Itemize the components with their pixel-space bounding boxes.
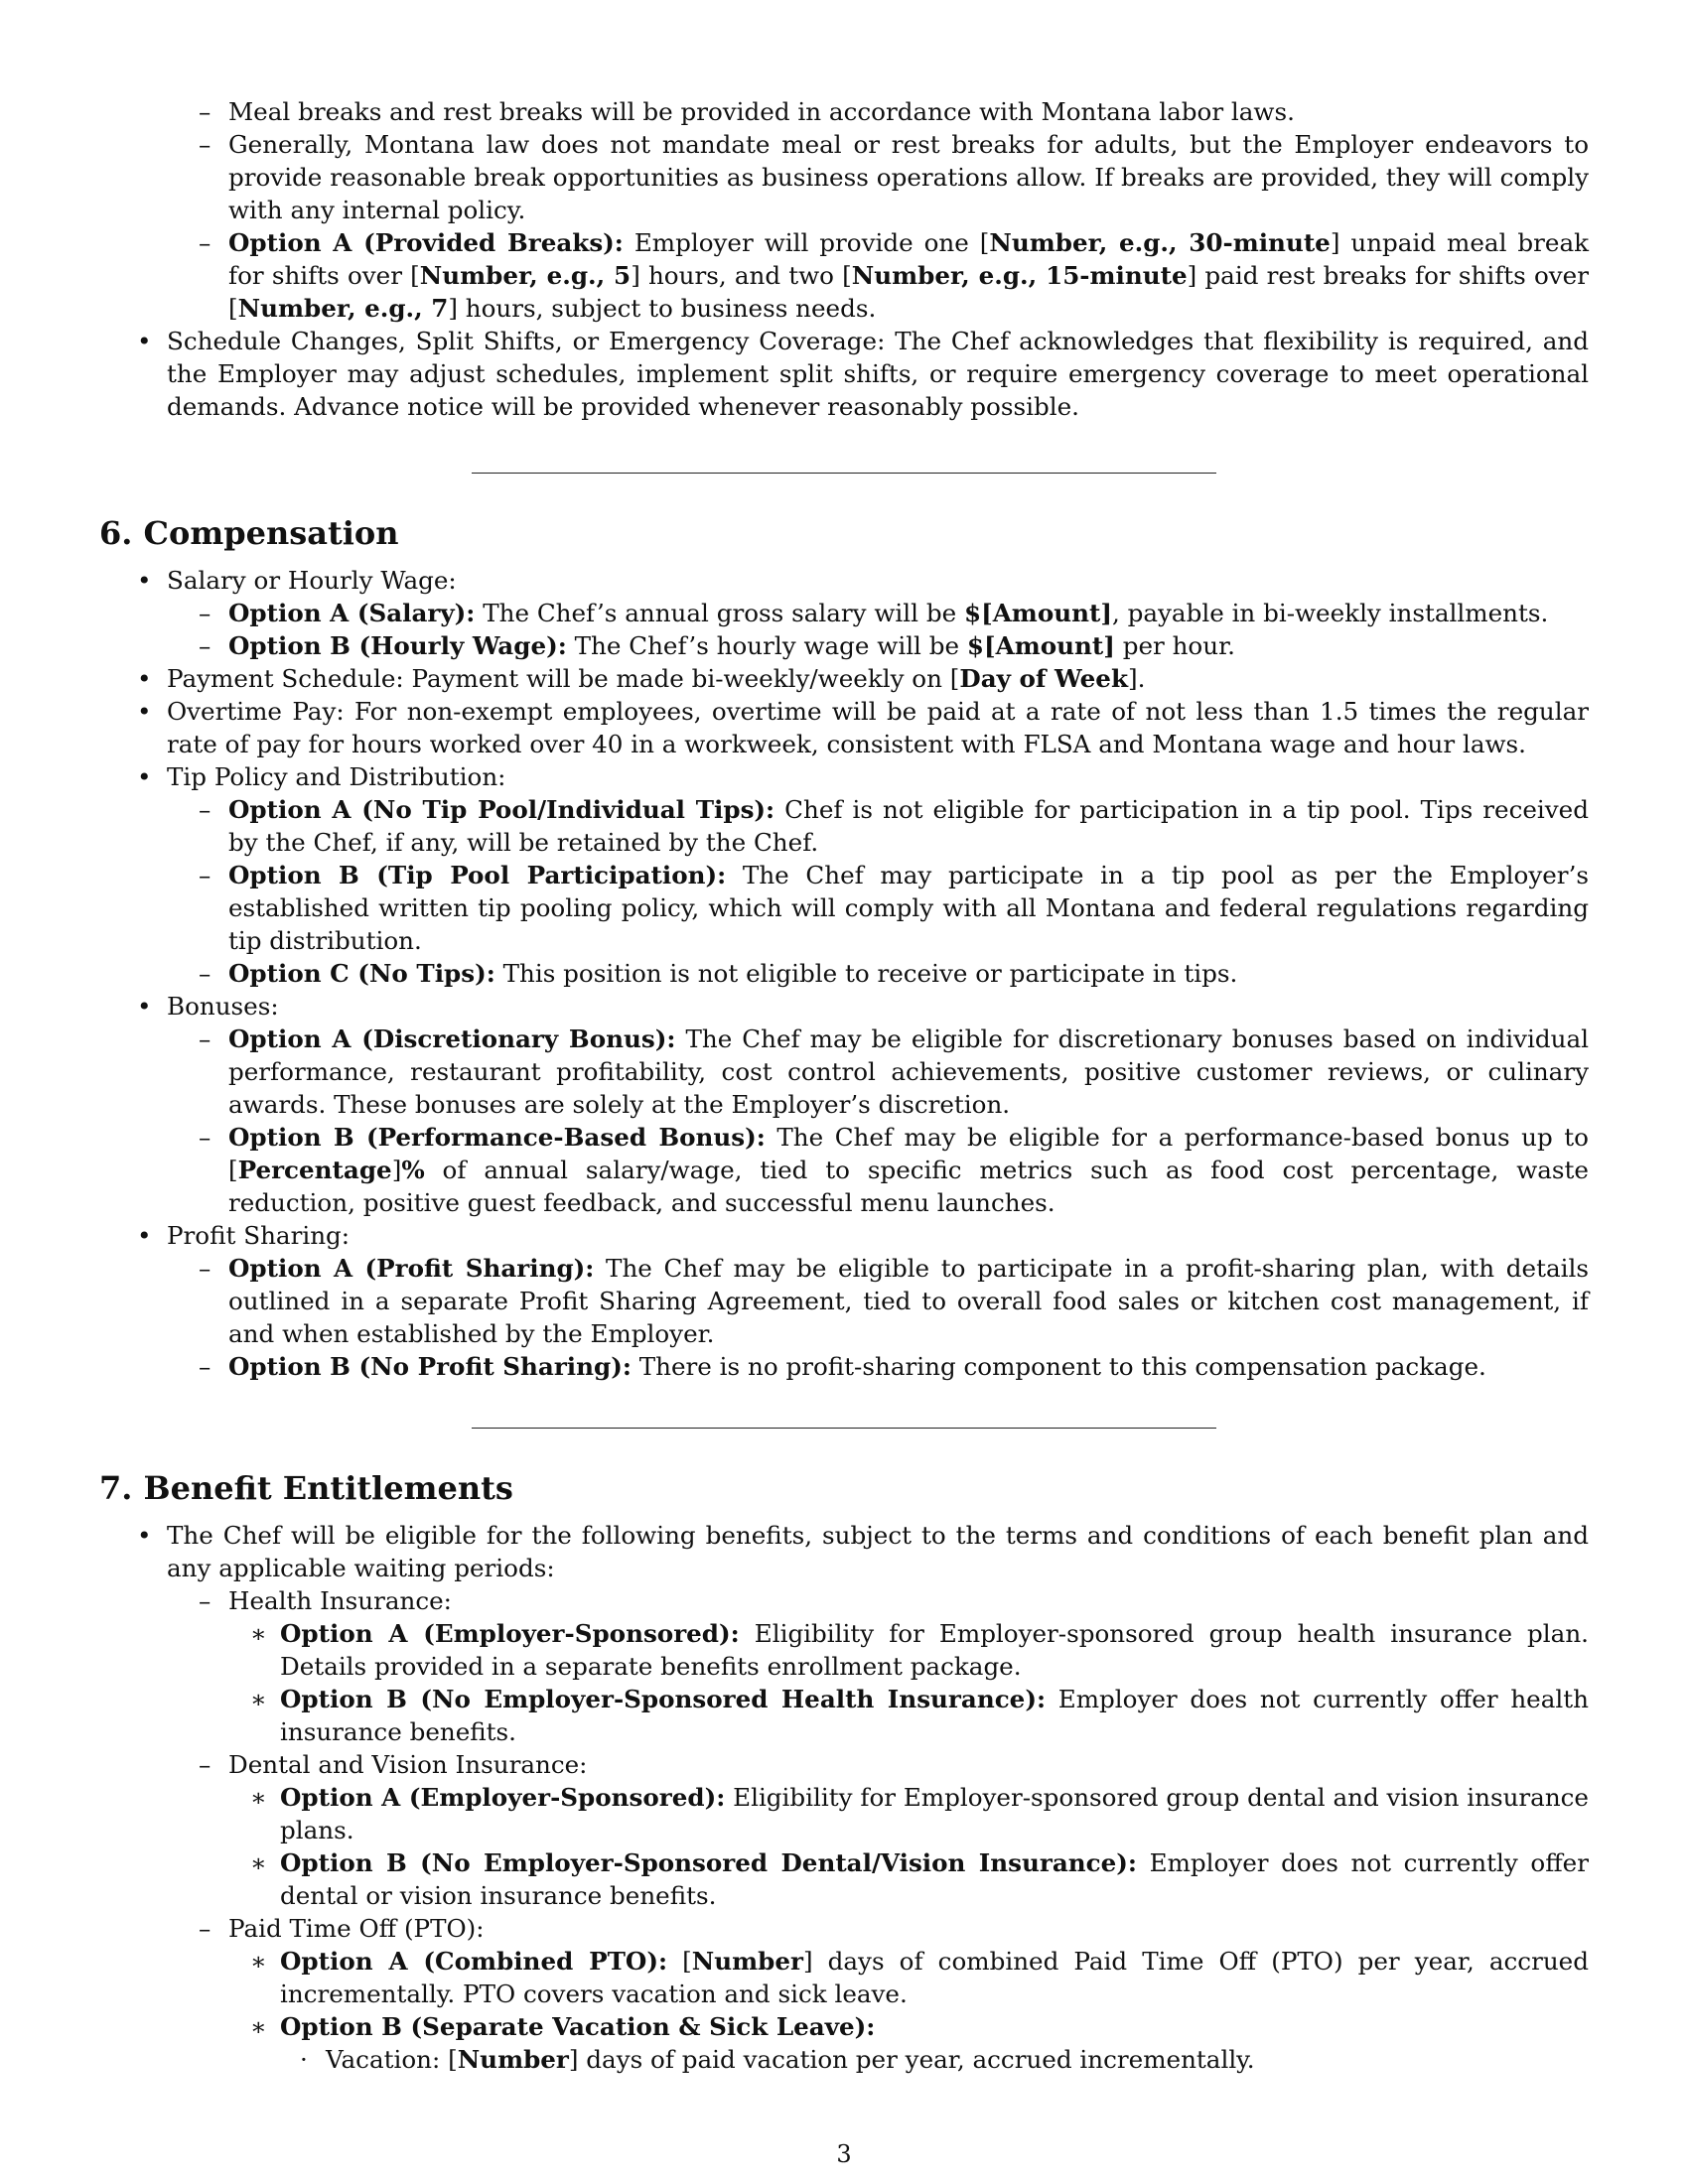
payment-schedule-item: • Payment Schedule: Payment will be made bi-weekly/weekly on [Day of Week]. <box>137 664 1146 693</box>
option-profit-sharing: – Option B (No Profit Sharing): There is no profit-sharing component to this compensation package. <box>199 1352 1486 1381</box>
dash-marker: – <box>199 599 211 627</box>
section-divider <box>472 1428 1216 1429</box>
vacation-item: · Vacation: [Number] days of paid vacation per year, accrued incrementally. <box>300 2045 1255 2074</box>
compensation-list <box>99 564 1589 1383</box>
list-item: • The Chef will be eligible for the following benefits, subject to the terms and conditions of each benefit plan and any applicable waiting periods: <box>137 1521 1589 1582</box>
dash-marker: – <box>199 631 211 660</box>
dash-marker: – <box>199 1254 211 1283</box>
option-tip: – Option A (No Tip Pool/Individual Tips): Chef is not eligible for participation in a tip pool. Tips received by the Chef, if any, will be retained by the Chef. <box>199 795 1589 857</box>
dash-marker: – <box>199 1586 211 1615</box>
dash-marker: – <box>199 1352 211 1381</box>
bullet-marker: • <box>137 566 152 595</box>
list-item: • Bonuses: <box>137 992 279 1021</box>
overtime-item: • Overtime Pay: For non-exempt employees, overtime will be paid at a rate of not less than 1.5 times the regular rate of pay for hours worked over 40 in a workweek, consistent with FLSA and Montana wage and hour laws. <box>137 697 1589 758</box>
dash-marker: – <box>199 97 211 126</box>
section-heading-compensation: 6. Compensation <box>99 514 399 552</box>
bullet-marker: • <box>137 762 152 791</box>
list-item: – Paid Time Off (PTO): <box>199 1914 485 1943</box>
option-provided-breaks: – Option A (Provided Breaks): Employer will provide one [Number, e.g., 30-minute] unpaid meal break for shifts over [Number, e.g., 5] hours, and two [Number, e.g., 15-minute] paid rest breaks for shifts over [Number, e.g., 7] hours, subject to business needs. <box>199 228 1590 323</box>
dash-marker: – <box>199 228 211 257</box>
bullet-marker: • <box>137 1521 152 1550</box>
page-number: 3 <box>836 2140 852 2168</box>
list-item: – Meal breaks and rest breaks will be provided in accordance with Montana labor laws. <box>199 97 1295 126</box>
dash-marker: – <box>199 130 211 159</box>
document-page <box>99 95 1589 2076</box>
option-tip: – Option B (Tip Pool Participation): The Chef may participate in a tip pool as per the Employer’s established written tip pooling policy, which will comply with all Montana and federal regulations regarding tip distribution. <box>199 861 1590 955</box>
option-salary: – Option A (Salary): The Chef’s annual gross salary will be $[Amount], payable in bi-weekly installments. <box>199 599 1549 627</box>
bullet-marker: • <box>137 1221 152 1250</box>
star-marker: ∗ <box>250 1848 267 1877</box>
option-hourly-wage: – Option B (Hourly Wage): The Chef’s hourly wage will be $[Amount] per hour. <box>199 631 1235 660</box>
list-item: • Tip Policy and Distribution: <box>137 762 506 791</box>
option-health: ∗ Option B (No Employer-Sponsored Health Insurance): Employer does not currently offer health insurance benefits. <box>250 1685 1589 1746</box>
option-discretionary-bonus: – Option A (Discretionary Bonus): The Chef may be eligible for discretionary bonuses based on individual performance, restaurant profitability, cost control achievements, positive customer reviews, or culinary awards. These bonuses are solely at the Employer’s discretion. <box>199 1024 1589 1119</box>
dot-marker: · <box>300 2045 308 2074</box>
star-marker: ∗ <box>250 1947 267 1976</box>
dash-marker: – <box>199 959 211 988</box>
section-heading-benefits: 7. Benefit Entitlements <box>99 1469 513 1507</box>
list-item: – Dental and Vision Insurance: <box>199 1750 588 1779</box>
star-marker: ∗ <box>250 1685 267 1713</box>
dash-marker: – <box>199 1750 211 1779</box>
benefits-list <box>99 1519 1589 2076</box>
dash-marker: – <box>199 861 211 889</box>
list-item: – Health Insurance: <box>199 1586 452 1615</box>
option-dental: ∗ Option A (Employer-Sponsored): Eligibility for Employer-sponsored group dental and vision insurance plans. <box>250 1783 1589 1844</box>
star-marker: ∗ <box>250 1783 267 1812</box>
option-dental: ∗ Option B (No Employer-Sponsored Dental/Vision Insurance): Employer does not currently offer dental or vision insurance benefits. <box>250 1848 1589 1910</box>
list-item: • Profit Sharing: <box>137 1221 351 1250</box>
star-marker: ∗ <box>250 2012 267 2041</box>
schedule-changes-item: • Schedule Changes, Split Shifts, or Emergency Coverage: The Chef acknowledges that flexibility is required, and the Employer may adjust schedules, implement split shifts, or require emergency coverage to meet operational demands. Advance notice will be provided whenever reasonably possible. <box>137 327 1589 421</box>
option-tip: – Option C (No Tips): This position is not eligible to receive or participate in tips. <box>199 959 1238 988</box>
list-item: • Salary or Hourly Wage: <box>137 566 457 595</box>
option-separate-leave: ∗ Option B (Separate Vacation & Sick Leave): <box>250 2012 876 2041</box>
dash-marker: – <box>199 1024 211 1053</box>
section-divider <box>472 473 1216 474</box>
list-item: – Generally, Montana law does not mandate meal or rest breaks for adults, but the Employer endeavors to provide reasonable break opportunities as business operations allow. If breaks are provided, they will comply with any internal policy. <box>199 130 1589 224</box>
bullet-marker: • <box>137 664 152 693</box>
dash-marker: – <box>199 795 211 824</box>
breaks-list <box>99 95 1589 423</box>
option-combined-pto: ∗ Option A (Combined PTO): [Number] days of combined Paid Time Off (PTO) per year, accrued incrementally. PTO covers vacation and sick leave. <box>250 1947 1589 2008</box>
dash-marker: – <box>199 1123 211 1152</box>
bullet-marker: • <box>137 327 152 355</box>
option-profit-sharing: – Option A (Profit Sharing): The Chef may be eligible to participate in a profit-sharing plan, with details outlined in a separate Profit Sharing Agreement, tied to overall food sales or kitchen cost management, if and when established by the Employer. <box>199 1254 1589 1348</box>
bullet-marker: • <box>137 992 152 1021</box>
star-marker: ∗ <box>250 1619 267 1648</box>
dash-marker: – <box>199 1914 211 1943</box>
option-performance-bonus: – Option B (Performance-Based Bonus): The Chef may be eligible for a performance-based bonus up to [Percentage]% of annual salary/wage, tied to specific metrics such as food cost percentage, waste reduction, positive guest feedback, and successful menu launches. <box>199 1123 1589 1217</box>
option-health: ∗ Option A (Employer-Sponsored): Eligibility for Employer-sponsored group health insurance plan. Details provided in a separate benefits enrollment package. <box>250 1619 1589 1681</box>
bullet-marker: • <box>137 697 152 726</box>
